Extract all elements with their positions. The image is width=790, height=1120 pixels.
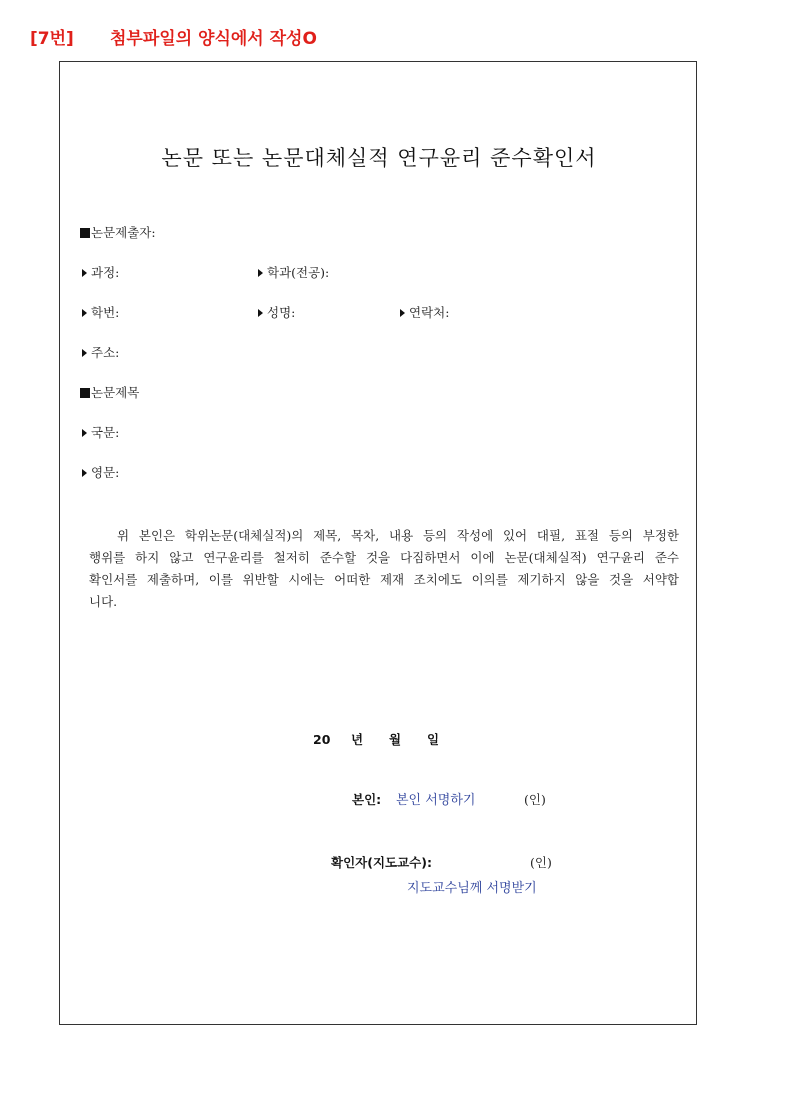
student-id-label: 학번: bbox=[91, 305, 120, 320]
address-field bbox=[82, 343, 119, 361]
self-signature-label: 본인: bbox=[352, 792, 382, 807]
self-seal: (인) bbox=[524, 792, 546, 807]
english-title-label: 영문: bbox=[91, 465, 120, 480]
square-bullet-icon bbox=[80, 388, 90, 398]
date-year: 20 bbox=[313, 732, 331, 747]
date-day-unit: 일 bbox=[427, 732, 440, 747]
contact-label: 연락처: bbox=[409, 305, 450, 320]
course-field bbox=[82, 263, 119, 281]
advisor-signature-label: 확인자(지도교수): bbox=[331, 855, 432, 870]
pledge-line: 위 본인은 학위논문(대체실적)의 제목, 목차, 내용 등의 작성에 있어 대필, 표절 등의 부정한 bbox=[117, 528, 679, 543]
address-label: 주소: bbox=[91, 345, 120, 360]
triangle-bullet-icon bbox=[82, 349, 87, 357]
contact-field bbox=[400, 303, 449, 321]
pledge-line: 확인서를 제출하며, 이를 위반할 시에는 어떠한 제재 조치에도 이의를 제기하지 않을 것을 서약합 bbox=[89, 572, 679, 587]
document-title: 논문 또는 논문대체실적 연구윤리 준수확인서 bbox=[161, 146, 597, 170]
course-label: 과정: bbox=[91, 265, 120, 280]
submitter-section bbox=[80, 223, 156, 241]
date-month-unit: 월 bbox=[389, 732, 402, 747]
triangle-bullet-icon bbox=[258, 309, 263, 317]
thesis-title-section bbox=[80, 383, 139, 401]
self-signature-line bbox=[352, 790, 381, 808]
advisor-seal: (인) bbox=[530, 855, 552, 870]
triangle-bullet-icon bbox=[82, 469, 87, 477]
korean-title-label: 국문: bbox=[91, 425, 120, 440]
pledge-line: 행위를 하지 않고 연구윤리를 철저히 준수할 것을 다짐하면서 이에 논문(대체실적) 연구윤리 준수 bbox=[89, 550, 679, 565]
advisor-signature-line bbox=[331, 853, 432, 871]
date-year-unit: 년 bbox=[351, 732, 364, 747]
triangle-bullet-icon bbox=[400, 309, 405, 317]
header-note: 첨부파일의 양식에서 작성O bbox=[110, 29, 317, 49]
english-title-field bbox=[82, 463, 119, 481]
triangle-bullet-icon bbox=[258, 269, 263, 277]
student-id-field bbox=[82, 303, 119, 321]
page-header bbox=[30, 24, 317, 49]
name-label: 성명: bbox=[267, 305, 296, 320]
thesis-title-section-label: 논문제목 bbox=[91, 385, 140, 400]
form-number: [7번] bbox=[30, 29, 74, 49]
advisor-signature-instruction: 지도교수님께 서명받기 bbox=[407, 881, 537, 896]
name-field bbox=[258, 303, 295, 321]
date-line bbox=[313, 730, 439, 748]
pledge-line: 니다. bbox=[89, 594, 118, 609]
document-frame bbox=[59, 61, 697, 1025]
triangle-bullet-icon bbox=[82, 429, 87, 437]
triangle-bullet-icon bbox=[82, 269, 87, 277]
triangle-bullet-icon bbox=[82, 309, 87, 317]
submitter-section-label: 논문제출자: bbox=[91, 225, 156, 240]
department-field bbox=[258, 263, 329, 281]
square-bullet-icon bbox=[80, 228, 90, 238]
pledge-paragraph bbox=[89, 525, 679, 613]
self-signature-instruction: 본인 서명하기 bbox=[396, 793, 476, 808]
department-label: 학과(전공): bbox=[267, 265, 330, 280]
korean-title-field bbox=[82, 423, 119, 441]
